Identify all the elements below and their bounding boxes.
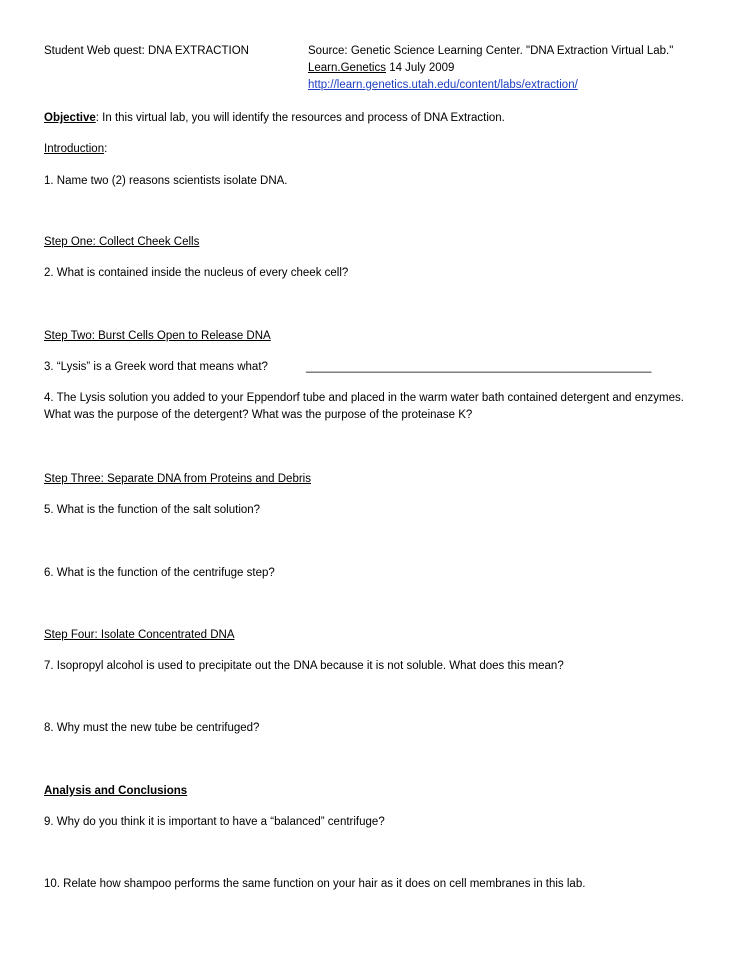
- question-2: 2. What is contained inside the nucleus of every cheek cell?: [44, 267, 349, 279]
- question-3: 3. “Lysis” is a Greek word that means what?: [44, 361, 268, 373]
- question-5: 5. What is the function of the salt solution?: [44, 504, 261, 516]
- section-step-four: Step Four: Isolate Concentrated DNA: [44, 629, 235, 641]
- worksheet-title: Student Web quest: DNA EXTRACTION: [44, 45, 249, 57]
- source-site-line: [308, 60, 673, 77]
- source-line: Source: Genetic Science Learning Center. "DNA Extraction Virtual Lab.": [308, 45, 674, 57]
- question-7: 7. Isopropyl alcohol is used to precipitate out the DNA because it is not soluble. What does this mean?: [44, 660, 564, 672]
- question-9: 9. Why do you think it is important to have a “balanced” centrifuge?: [44, 816, 385, 828]
- question-10: 10. Relate how shampoo performs the same function on your hair as it does on cell membranes in this lab.: [44, 878, 586, 890]
- question-8: 8. Why must the new tube be centrifuged?: [44, 722, 260, 734]
- introduction-colon: :: [104, 143, 108, 155]
- source-date: 14 July 2009: [386, 62, 455, 74]
- question-6: 6. What is the function of the centrifuge step?: [44, 567, 275, 579]
- objective-text: : In this virtual lab, you will identify the resources and process of DNA Extraction.: [95, 112, 505, 124]
- objective-line: [44, 110, 505, 127]
- section-step-three: Step Three: Separate DNA from Proteins and Debris: [44, 473, 311, 485]
- question-4: 4. The Lysis solution you added to your Eppendorf tube and placed in the warm water bath contained detergent and enzymes. What was the purpose of the detergent? What was the purpose of the proteinase K?: [44, 392, 684, 421]
- objective-label: Objective: [44, 112, 96, 124]
- section-analysis: Analysis and Conclusions: [44, 785, 188, 797]
- source-url-link[interactable]: http://learn.genetics.utah.edu/content/labs/extraction/: [308, 79, 578, 91]
- source-site-link[interactable]: Learn.Genetics: [308, 62, 386, 74]
- introduction-label: Introduction: [44, 143, 105, 155]
- source-citation: [308, 43, 673, 94]
- question-1: 1. Name two (2) reasons scientists isolate DNA.: [44, 175, 288, 187]
- section-step-one: Step One: Collect Cheek Cells: [44, 236, 200, 248]
- introduction-heading: [44, 141, 107, 158]
- section-step-two: Step Two: Burst Cells Open to Release DNA: [44, 330, 271, 342]
- question-3-answer-blank[interactable]: ______________________________________________________: [306, 361, 652, 373]
